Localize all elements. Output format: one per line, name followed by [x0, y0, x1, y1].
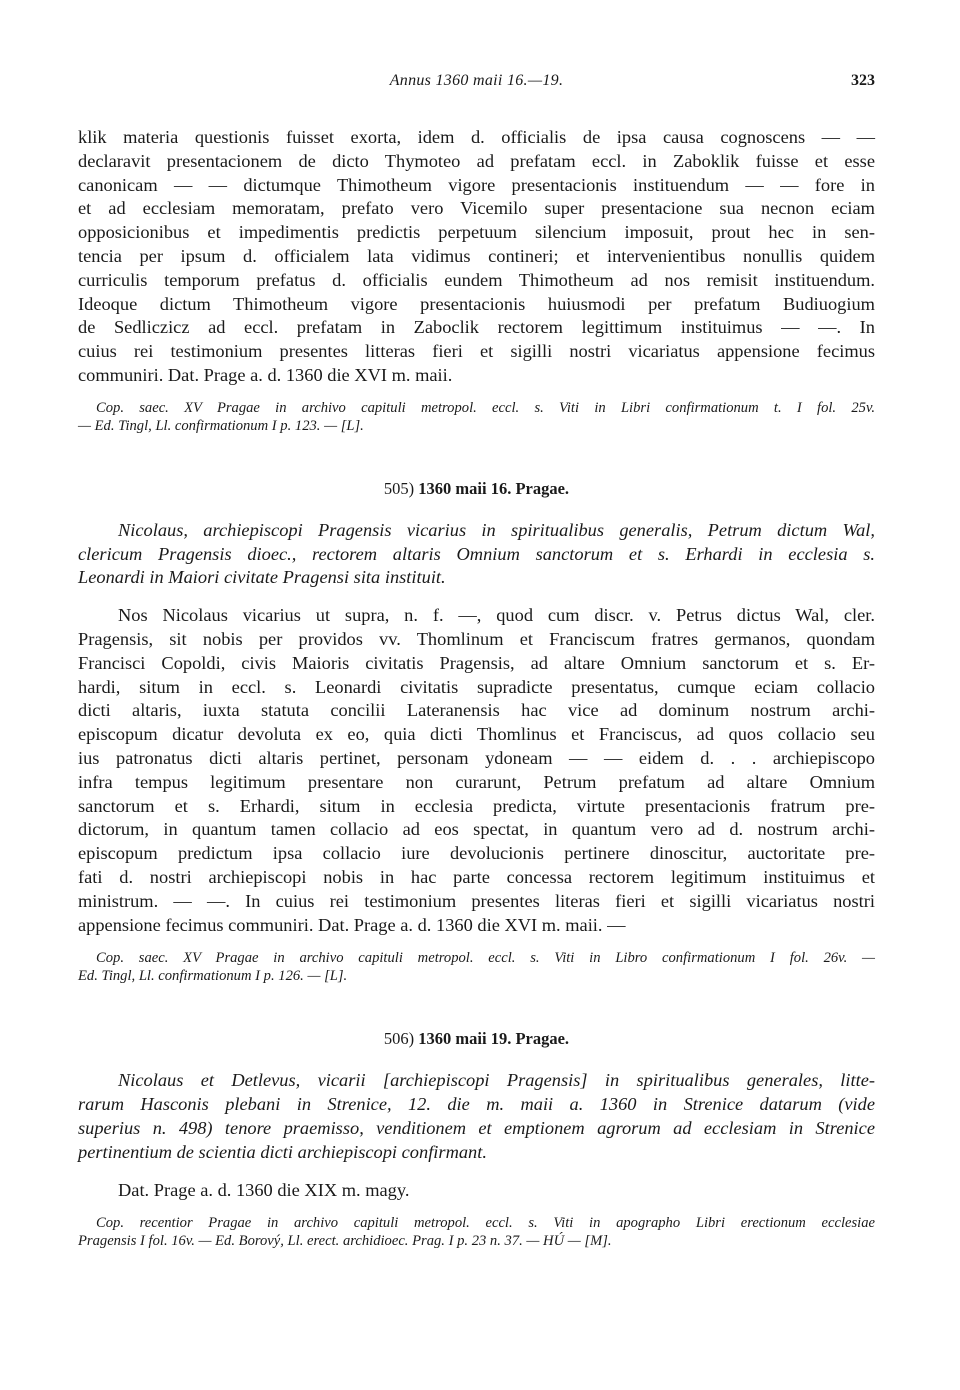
source-line: Ed. Tingl, Ll. confirmationum I p. 126. — [L].	[78, 968, 348, 985]
text-line: Pragensis, sit nobis per providos vv. Thomlinum et Franciscum fratres germanos, quondam	[78, 628, 875, 649]
page-number: 323	[851, 72, 875, 89]
text-line: Dat. Prage a. d. 1360 die XIX m. magy.	[118, 1179, 410, 1200]
regest-line: Nicolaus, archiepiscopi Pragensis vicarius in spiritualibus generalis, Petrum dictum Wal,	[118, 519, 875, 540]
text-line: hardi, situm in eccl. s. Leonardi civitatis supradicte presentatus, cumque eciam collacio	[78, 676, 875, 697]
text-line: episcopum predictum ipsa collacio iure devolucionis pertinere dinoscitur, auctoritate pre-	[78, 843, 875, 864]
regest-line: rarum Hasconis plebani in Strenice, 12. die m. maii a. 1360 in Strenice datarum (vide	[78, 1094, 875, 1115]
text-line: dictorum, in quantum tamen collacio ad eos spectat, in quantum vero ad d. nostrum archi-	[78, 819, 875, 840]
regest	[78, 1069, 875, 1164]
document-number: 506)	[383, 1029, 415, 1049]
text-line: et ad ecclesiam memoratam, prefato vero Vicemilo super presentacione sua necnon eciam	[78, 198, 875, 219]
text-line: klik materia questionis fuisset exorta, idem d. officialis de ipsa causa cognoscens — —	[78, 127, 875, 147]
document-heading	[78, 1029, 875, 1049]
page-header	[78, 72, 875, 96]
text-line: communiri. Dat. Prage a. d. 1360 die XVI m. maii.	[78, 364, 453, 385]
document-date: 1360 maii 16. Pragae.	[418, 478, 570, 498]
regest-line: pertinentium de scientia dicti archiepiscopi confirmant.	[78, 1141, 487, 1162]
regest-line: Leonardi in Maiori civitate Pragensi sita instituit.	[78, 567, 446, 588]
text-line: declaravit presentacionem de dicto Thymoteo ad prefatam eccl. in Zaboklik fuisse et esse	[78, 150, 875, 171]
text-line: curriculis temporum prefatus d. officialis eundem Thimotheum ad nos remisit instituendum.	[78, 269, 875, 290]
text-line: ius patronatus dicti altaris pertinet, personam ydoneam — — eidem d. . . archiepiscopo	[78, 747, 875, 768]
text-line: fati d. nostri archiepiscopi nobis in hac parte concessa rectorem legitimum instituimus et	[78, 866, 875, 887]
regest	[78, 519, 875, 590]
document-text	[78, 604, 875, 937]
source-note	[78, 949, 875, 985]
source-line: Cop. recentior Pragae in archivo capituli metropol. eccl. s. Viti in apographo Libri erectionum ecclesiae	[96, 1215, 875, 1232]
text-line: de Sedliczicz ad eccl. prefatam in Zaboclik rectorem legittimum instituimus — —. In	[78, 317, 875, 338]
page	[78, 72, 875, 1250]
text-line: sanctorum et s. Erhardi, situm in ecclesia predicta, virtute presentacionis fratrum pre-	[78, 795, 875, 816]
document-heading	[78, 479, 875, 499]
source-line: Cop. saec. XV Pragae in archivo capituli metropol. eccl. s. Viti in Libro confirmationum I fol. 26v. —	[96, 950, 875, 967]
text-line: Nos Nicolaus vicarius ut supra, n. f. —, quod cum discr. v. Petrus dictus Wal, cler.	[118, 605, 875, 626]
text-line: Ideoque dictum Thimotheum vigore presentacionis huiusmodi per prefatum Budiuogium	[78, 293, 875, 314]
source-line: Pragensis I fol. 16v. — Ed. Borový, Ll. erect. archidioec. Prag. I p. 23 n. 37. — HÚ — [M].	[78, 1233, 612, 1250]
source-line: — Ed. Tingl, Ll. confirmationum I p. 123. — [L].	[78, 417, 364, 434]
running-head: Annus 1360 maii 16.—19.	[389, 72, 564, 89]
text-line: canonicam — — dictumque Thimotheum vigore presentacionis instituendum — — fore in	[78, 174, 875, 195]
text-line: infra tempus legitimum presentare non curarunt, Petrum prefatum ad altare Omnium	[78, 771, 875, 792]
document-text	[78, 1179, 875, 1203]
text-line: dicti altaris, iuxta statuta concilii Lateranensis hac vice ad dominum nostrum archi-	[78, 700, 875, 721]
text-line: opposicionibus et impedimentis predictis perpetuum silencium imposuit, prout hec in sen-	[78, 222, 875, 243]
regest-line: Nicolaus et Detlevus, vicarii [archiepiscopi Pragensis] in spiritualibus generales, litte-	[118, 1070, 875, 1091]
source-note	[78, 1214, 875, 1250]
text-line: ministrum. — —. In cuius rei testimonium presentes literas fieri et sigilli vicariatus nostri	[78, 890, 875, 911]
source-note	[78, 399, 875, 435]
text-line: tencia per ipsum d. officialem lata vidimus contineri; et intervenientibus nonullis quidem	[78, 245, 875, 266]
regest-line: superius n. 498) tenore praemisso, venditionem et emptionem agrorum ad ecclesiam in Strenice	[78, 1117, 875, 1138]
text-line: cuius rei testimonium presentes litteras fieri et sigilli nostri vicariatus appensione fecimus	[78, 341, 875, 362]
text-line: Francisci Copoldi, civis Maioris civitatis Pragensis, ad altare Omnium sanctorum et s. Er-	[78, 652, 875, 673]
document-number: 505)	[383, 478, 415, 498]
regest-line: clericum Pragensis dioec., rectorem altaris Omnium sanctorum et s. Erhardi in ecclesia s.	[78, 543, 875, 564]
source-line: Cop. saec. XV Pragae in archivo capituli metropol. eccl. s. Viti in Libri confirmationum t. I fol. 25v.	[96, 399, 875, 416]
text-line: appensione fecimus communiri. Dat. Prage a. d. 1360 die XVI m. maii. —	[78, 914, 626, 935]
continuation-text	[78, 126, 875, 388]
document-date: 1360 maii 19. Pragae.	[418, 1029, 570, 1049]
text-line: episcopum dicatur devoluta ex eo, quia dicti Thomlinus et Franciscus, ad quos collacio seu	[78, 724, 875, 745]
